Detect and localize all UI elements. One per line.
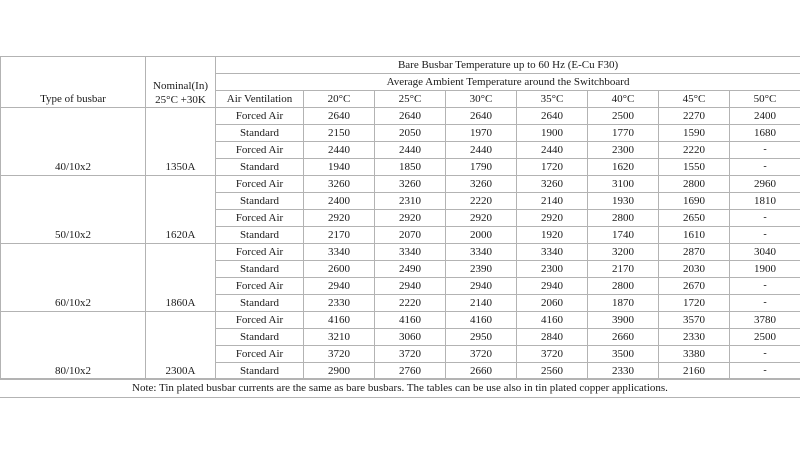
table-row <box>1 108 800 125</box>
current-value-cell: 2220 <box>446 193 517 210</box>
current-value-cell: 3260 <box>375 176 446 193</box>
current-value-cell: - <box>730 210 800 227</box>
air-ventilation-cell: Forced Air <box>216 210 304 227</box>
air-ventilation-cell: Forced Air <box>216 278 304 295</box>
air-ventilation-cell: Standard <box>216 227 304 244</box>
current-value-cell: 2920 <box>375 210 446 227</box>
current-value-cell: 3340 <box>446 244 517 261</box>
current-value-cell: 2670 <box>659 278 730 295</box>
air-ventilation-cell: Forced Air <box>216 312 304 329</box>
air-ventilation-cell: Forced Air <box>216 142 304 159</box>
current-value-cell: 3260 <box>304 176 375 193</box>
current-value-cell: 3500 <box>588 346 659 363</box>
current-value-cell: 2950 <box>446 329 517 346</box>
current-value-cell: 2640 <box>517 108 588 125</box>
current-value-cell: 2920 <box>446 210 517 227</box>
current-value-cell: 2170 <box>588 261 659 278</box>
temp-header-20: 20°C <box>304 91 375 108</box>
current-value-cell: 3720 <box>304 346 375 363</box>
current-value-cell: 1610 <box>659 227 730 244</box>
current-value-cell: 3260 <box>517 176 588 193</box>
busbar-type-cell: 80/10x2 <box>1 312 146 380</box>
current-value-cell: 1620 <box>588 159 659 176</box>
current-value-cell: 2150 <box>304 125 375 142</box>
current-value-cell: 2500 <box>730 329 800 346</box>
current-value-cell: 2440 <box>446 142 517 159</box>
temp-header-50: 50°C <box>730 91 800 108</box>
current-value-cell: 2440 <box>304 142 375 159</box>
table-subtitle: Average Ambient Temperature around the Switchboard <box>216 74 800 91</box>
type-of-busbar-header: Type of busbar <box>1 57 146 108</box>
air-ventilation-cell: Forced Air <box>216 244 304 261</box>
current-value-cell: 1720 <box>517 159 588 176</box>
current-value-cell: 2840 <box>517 329 588 346</box>
nominal-header <box>146 57 216 108</box>
current-value-cell: 2640 <box>446 108 517 125</box>
current-value-cell: 3210 <box>304 329 375 346</box>
air-ventilation-cell: Standard <box>216 159 304 176</box>
current-value-cell: 1970 <box>446 125 517 142</box>
table-row <box>1 176 800 193</box>
current-value-cell: 3780 <box>730 312 800 329</box>
current-value-cell: 2940 <box>304 278 375 295</box>
air-ventilation-cell: Forced Air <box>216 176 304 193</box>
current-value-cell: 3340 <box>375 244 446 261</box>
current-value-cell: 2330 <box>588 363 659 380</box>
air-ventilation-cell: Forced Air <box>216 346 304 363</box>
current-value-cell: 1920 <box>517 227 588 244</box>
busbar-type-cell: 60/10x2 <box>1 244 146 312</box>
air-ventilation-cell: Forced Air <box>216 108 304 125</box>
current-value-cell: 1680 <box>730 125 800 142</box>
nominal-current-cell: 2300A <box>146 312 216 380</box>
current-value-cell: 2800 <box>659 176 730 193</box>
temp-header-30: 30°C <box>446 91 517 108</box>
current-value-cell: 1740 <box>588 227 659 244</box>
temp-header-25: 25°C <box>375 91 446 108</box>
current-value-cell: - <box>730 363 800 380</box>
current-value-cell: 2140 <box>446 295 517 312</box>
nominal-header-line2: 25°C +30K <box>155 94 206 106</box>
temp-header-45: 45°C <box>659 91 730 108</box>
current-value-cell: 2660 <box>446 363 517 380</box>
current-value-cell: 2390 <box>446 261 517 278</box>
current-value-cell: 1550 <box>659 159 730 176</box>
current-value-cell: 1810 <box>730 193 800 210</box>
current-value-cell: 2220 <box>659 142 730 159</box>
current-value-cell: 1900 <box>730 261 800 278</box>
current-value-cell: 2330 <box>304 295 375 312</box>
current-value-cell: 3380 <box>659 346 730 363</box>
current-value-cell: 2060 <box>517 295 588 312</box>
current-value-cell: 2760 <box>375 363 446 380</box>
air-ventilation-cell: Standard <box>216 363 304 380</box>
current-value-cell: 2660 <box>588 329 659 346</box>
current-value-cell: 1790 <box>446 159 517 176</box>
current-value-cell: 2960 <box>730 176 800 193</box>
current-value-cell: 3200 <box>588 244 659 261</box>
current-value-cell: 2640 <box>304 108 375 125</box>
nominal-header-line1: Nominal(In) <box>153 80 208 92</box>
current-value-cell: 3340 <box>304 244 375 261</box>
current-value-cell: 2500 <box>588 108 659 125</box>
current-value-cell: 1720 <box>659 295 730 312</box>
nominal-current-cell: 1860A <box>146 244 216 312</box>
air-ventilation-cell: Standard <box>216 125 304 142</box>
current-value-cell: 4160 <box>446 312 517 329</box>
current-value-cell: 2800 <box>588 210 659 227</box>
current-value-cell: - <box>730 278 800 295</box>
busbar-table-sheet <box>0 56 800 396</box>
table-title: Bare Busbar Temperature up to 60 Hz (E-Cu F30) <box>216 57 800 74</box>
current-value-cell: 2940 <box>517 278 588 295</box>
current-value-cell: - <box>730 159 800 176</box>
current-value-cell: 2940 <box>375 278 446 295</box>
busbar-type-cell: 40/10x2 <box>1 108 146 176</box>
current-value-cell: - <box>730 346 800 363</box>
current-value-cell: 2650 <box>659 210 730 227</box>
temp-header-35: 35°C <box>517 91 588 108</box>
current-value-cell: 1940 <box>304 159 375 176</box>
current-value-cell: 1690 <box>659 193 730 210</box>
current-value-cell: 2800 <box>588 278 659 295</box>
current-value-cell: 2400 <box>730 108 800 125</box>
current-value-cell: 2300 <box>517 261 588 278</box>
current-value-cell: 4160 <box>304 312 375 329</box>
current-value-cell: 2900 <box>304 363 375 380</box>
air-ventilation-cell: Standard <box>216 193 304 210</box>
current-value-cell: 2920 <box>304 210 375 227</box>
air-ventilation-header: Air Ventilation <box>216 91 304 108</box>
nominal-current-cell: 1350A <box>146 108 216 176</box>
current-value-cell: 3900 <box>588 312 659 329</box>
current-value-cell: 2310 <box>375 193 446 210</box>
current-value-cell: 2070 <box>375 227 446 244</box>
current-value-cell: 3720 <box>517 346 588 363</box>
air-ventilation-cell: Standard <box>216 261 304 278</box>
busbar-type-cell: 50/10x2 <box>1 176 146 244</box>
table-note: Note: Tin plated busbar currents are the same as bare busbars. The tables can be use also in tin plated copper applications. <box>0 378 800 398</box>
busbar-temperature-table <box>0 56 800 380</box>
current-value-cell: 3260 <box>446 176 517 193</box>
current-value-cell: 3040 <box>730 244 800 261</box>
current-value-cell: 2050 <box>375 125 446 142</box>
current-value-cell: 2000 <box>446 227 517 244</box>
current-value-cell: 2330 <box>659 329 730 346</box>
current-value-cell: 2160 <box>659 363 730 380</box>
current-value-cell: 3340 <box>517 244 588 261</box>
current-value-cell: 1770 <box>588 125 659 142</box>
current-value-cell: 2640 <box>375 108 446 125</box>
current-value-cell: 2940 <box>446 278 517 295</box>
current-value-cell: 2140 <box>517 193 588 210</box>
current-value-cell: 2400 <box>304 193 375 210</box>
current-value-cell: 3570 <box>659 312 730 329</box>
current-value-cell: 2170 <box>304 227 375 244</box>
current-value-cell: 1900 <box>517 125 588 142</box>
current-value-cell: 2030 <box>659 261 730 278</box>
current-value-cell: 1850 <box>375 159 446 176</box>
nominal-current-cell: 1620A <box>146 176 216 244</box>
air-ventilation-cell: Standard <box>216 295 304 312</box>
current-value-cell: 2220 <box>375 295 446 312</box>
header-row-title <box>1 57 800 74</box>
current-value-cell: 3720 <box>446 346 517 363</box>
current-value-cell: 4160 <box>517 312 588 329</box>
current-value-cell: 1930 <box>588 193 659 210</box>
current-value-cell: 2270 <box>659 108 730 125</box>
current-value-cell: 4160 <box>375 312 446 329</box>
air-ventilation-cell: Standard <box>216 329 304 346</box>
current-value-cell: - <box>730 295 800 312</box>
current-value-cell: 3060 <box>375 329 446 346</box>
current-value-cell: 2440 <box>517 142 588 159</box>
table-row <box>1 244 800 261</box>
table-row <box>1 312 800 329</box>
current-value-cell: 1870 <box>588 295 659 312</box>
current-value-cell: 2920 <box>517 210 588 227</box>
current-value-cell: 2440 <box>375 142 446 159</box>
current-value-cell: - <box>730 142 800 159</box>
current-value-cell: 2600 <box>304 261 375 278</box>
current-value-cell: 2490 <box>375 261 446 278</box>
temp-header-40: 40°C <box>588 91 659 108</box>
current-value-cell: 3720 <box>375 346 446 363</box>
current-value-cell: 2300 <box>588 142 659 159</box>
current-value-cell: 3100 <box>588 176 659 193</box>
current-value-cell: - <box>730 227 800 244</box>
current-value-cell: 2560 <box>517 363 588 380</box>
current-value-cell: 2870 <box>659 244 730 261</box>
current-value-cell: 1590 <box>659 125 730 142</box>
